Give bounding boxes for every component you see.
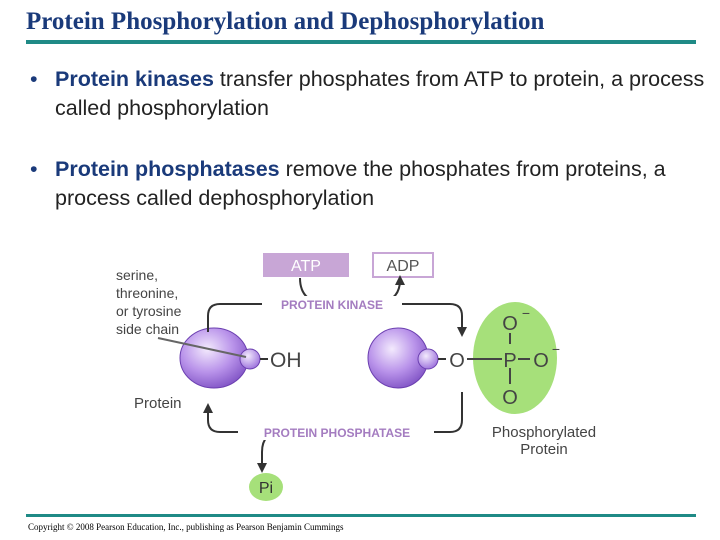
bullet-dot: • bbox=[30, 67, 38, 91]
phosphorylated-label-line-1: Phosphorylated bbox=[491, 424, 597, 441]
atp-label: ATP bbox=[291, 258, 321, 275]
copyright-notice: Copyright © 2008 Pearson Education, Inc., publishing as Pearson Benjamin Cummings bbox=[28, 522, 344, 532]
pi-label: Pi bbox=[258, 480, 274, 497]
adp-label: ADP bbox=[386, 258, 420, 275]
protein-left-body bbox=[180, 328, 248, 388]
oh-label: OH bbox=[270, 349, 302, 372]
phosphate-o-right: O bbox=[533, 350, 549, 372]
phosphate-o-top: O bbox=[502, 313, 518, 335]
slide-title: Protein Phosphorylation and Dephosphorylation bbox=[26, 8, 545, 35]
protein-label: Protein bbox=[134, 395, 182, 412]
footer-rule bbox=[26, 514, 696, 517]
kinase-label: PROTEIN KINASE bbox=[280, 298, 384, 312]
phosphate-minus-right: − bbox=[551, 341, 561, 357]
bullet-kinases-term: Protein kinases bbox=[55, 67, 214, 91]
side-chain-label-line-4: side chain bbox=[116, 321, 180, 337]
side-chain-label-line-2: threonine, bbox=[116, 285, 179, 301]
phosphate-p: P bbox=[503, 350, 517, 372]
phosphate-o-bottom: O bbox=[502, 387, 518, 409]
bullet-dot: • bbox=[30, 157, 38, 181]
side-chain-label-line-1: serine, bbox=[116, 267, 159, 283]
phosphate-o-left: O bbox=[449, 350, 465, 372]
bullet-phosphatases-term: Protein phosphatases bbox=[55, 157, 280, 181]
bullet-kinases-text: transfer phosphates from ATP to protein, a process called phosphorylation bbox=[55, 67, 705, 120]
bullet-phosphatases-text: remove the phosphates from proteins, a process called dephosphorylation bbox=[55, 157, 666, 210]
side-chain-label-line-3: or tyrosine bbox=[116, 303, 182, 319]
protein-right-side-chain bbox=[418, 349, 438, 369]
phosphatase-label: PROTEIN PHOSPHATASE bbox=[263, 426, 411, 440]
phosphorylated-label-line-2: Protein bbox=[520, 441, 568, 458]
phosphate-minus-top: − bbox=[521, 305, 531, 321]
protein-left-side-chain bbox=[240, 349, 260, 369]
